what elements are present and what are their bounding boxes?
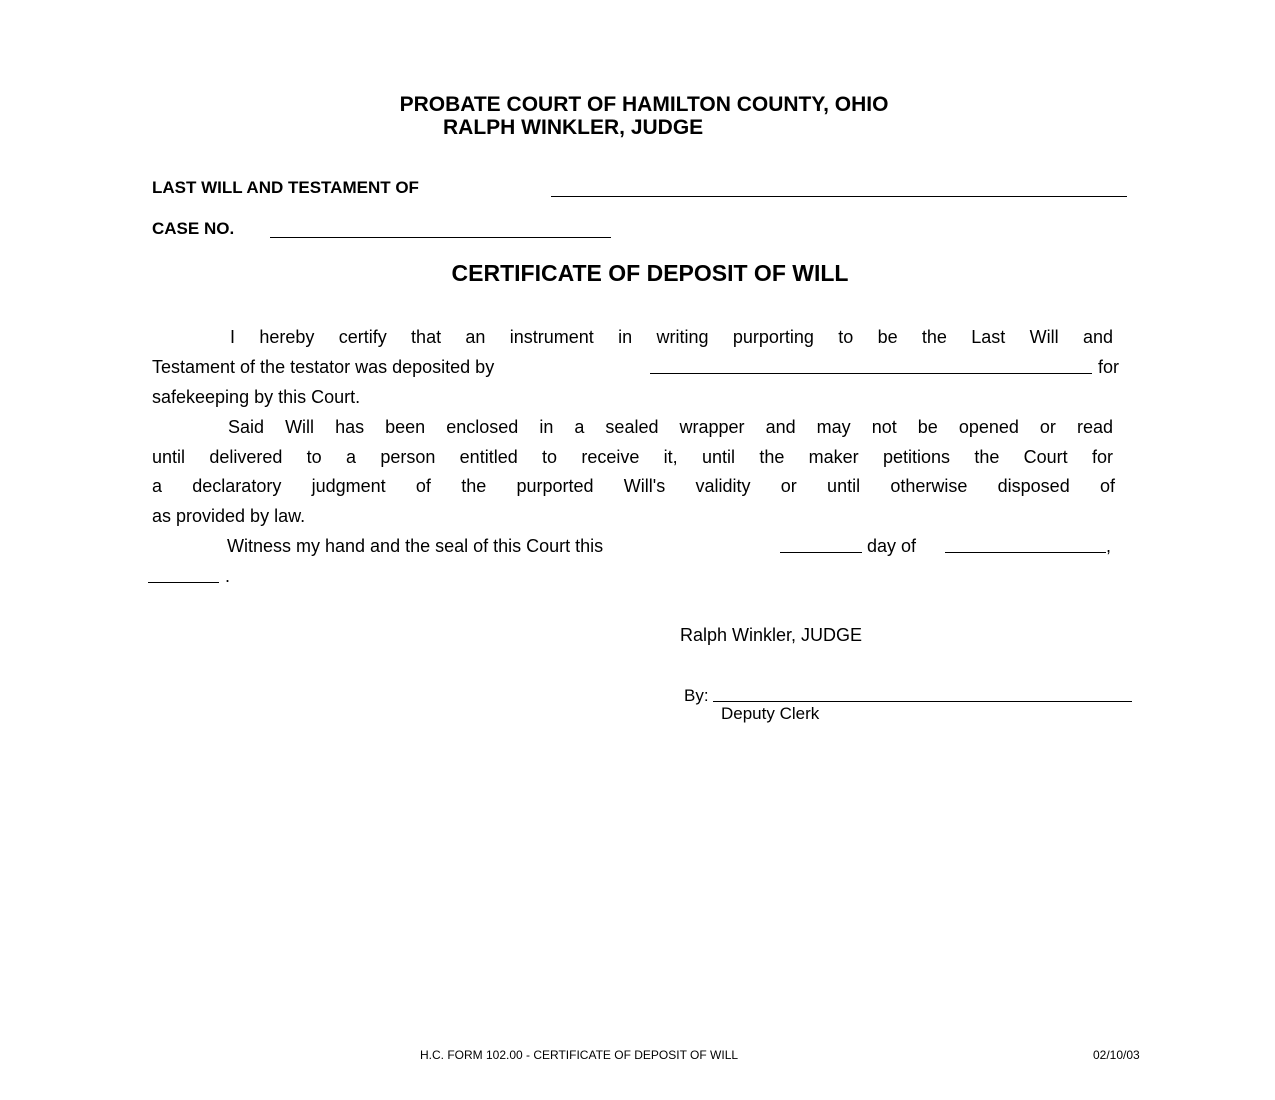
document-title: CERTIFICATE OF DEPOSIT OF WILL xyxy=(451,260,849,286)
deputy-clerk-label: Deputy Clerk xyxy=(721,704,820,723)
case-number-field[interactable] xyxy=(270,237,611,238)
judge-signature-label: Ralph Winkler, JUDGE xyxy=(680,625,863,645)
case-label: CASE NO. xyxy=(152,219,235,238)
body-line: safekeeping by this Court. xyxy=(152,387,361,407)
testament-field[interactable] xyxy=(551,196,1127,197)
body-line: , xyxy=(1106,536,1112,556)
body-line: Testament of the testator was deposited by xyxy=(152,357,495,377)
judge-name: RALPH WINKLER, JUDGE xyxy=(443,116,704,139)
deputy-signature-field[interactable] xyxy=(713,701,1132,702)
depositor-field[interactable] xyxy=(650,373,1092,374)
court-name: PROBATE COURT OF HAMILTON COUNTY, OHIO xyxy=(399,93,889,116)
year-field[interactable] xyxy=(148,582,219,583)
testament-label: LAST WILL AND TESTAMENT OF xyxy=(152,178,419,197)
footer-date: 02/10/03 xyxy=(1093,1048,1140,1062)
body-line: as provided by law. xyxy=(152,506,306,526)
body-line: day of xyxy=(867,536,917,556)
body-line: . xyxy=(225,566,231,586)
body-line: until delivered to a person entitled to receive it, until the maker petitions the Court for xyxy=(152,447,1113,467)
body-line: Witness my hand and the seal of this Court this xyxy=(227,536,604,556)
footer-form-id: H.C. FORM 102.00 - CERTIFICATE OF DEPOSIT OF WILL xyxy=(420,1048,739,1062)
body-line: for xyxy=(1098,357,1120,377)
body-line: a declaratory judgment of the purported Will's validity or until otherwise disposed of xyxy=(152,476,1115,496)
body-line: Said Will has been enclosed in a sealed wrapper and may not be opened or read xyxy=(228,417,1113,437)
body-line: I hereby certify that an instrument in writing purporting to be the Last Will and xyxy=(230,327,1113,347)
month-field[interactable] xyxy=(945,552,1106,553)
by-label: By: xyxy=(684,686,709,705)
day-field[interactable] xyxy=(780,552,862,553)
